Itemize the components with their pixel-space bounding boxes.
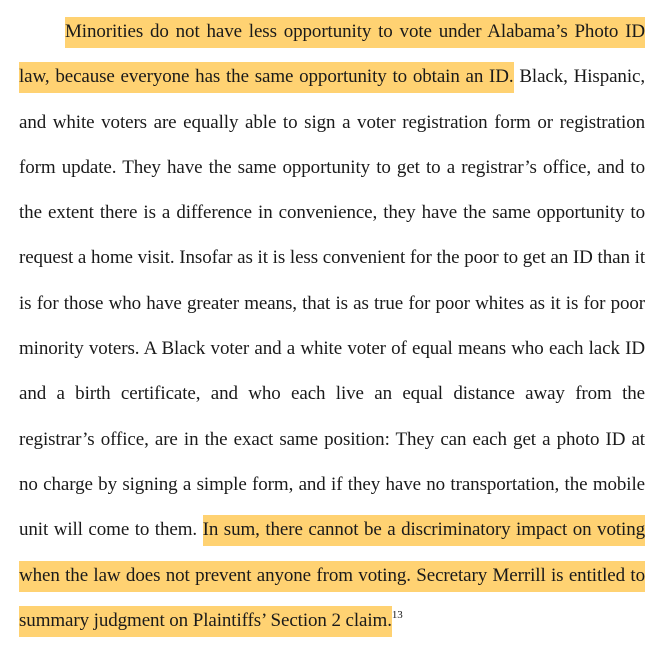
body-paragraph [19, 9, 645, 643]
highlighted-conclusion-text: In sum, there cannot be a discriminatory impact on voting when the law does not prevent anyone from voting. Secretary Merrill is entitled to summary judgment on Plaintiffs’ Section 2 claim. [19, 519, 645, 631]
document-page [19, 9, 645, 643]
paragraph-body-text[interactable]: Black, Hispanic, and white voters are equally able to sign a voter registration form or registration form update. They have the same opportunity to get to a registrar’s office, and to the extent there is a difference in convenience, they have the same opportunity to request a home visit. Insofar as it is less convenient for the poor to get an ID than it is for those who have greater means, that is as true for poor whites as it is for poor minority voters. A Black voter and a white voter of equal means who each lack ID and a birth certificate, and who each live an equal distance away from the registrar’s office, are in the exact same position: They can each get a photo ID at no charge by signing a simple form, and if they have no transportation, the mobile unit will come to them. [19, 66, 645, 541]
highlighted-passage-opening[interactable]: Minorities do not have less opportunity to vote under Alabama’s Photo ID law, because everyone has the same opportunity to obtain an ID. [19, 17, 645, 93]
footnote-reference[interactable]: 13 [391, 608, 403, 621]
